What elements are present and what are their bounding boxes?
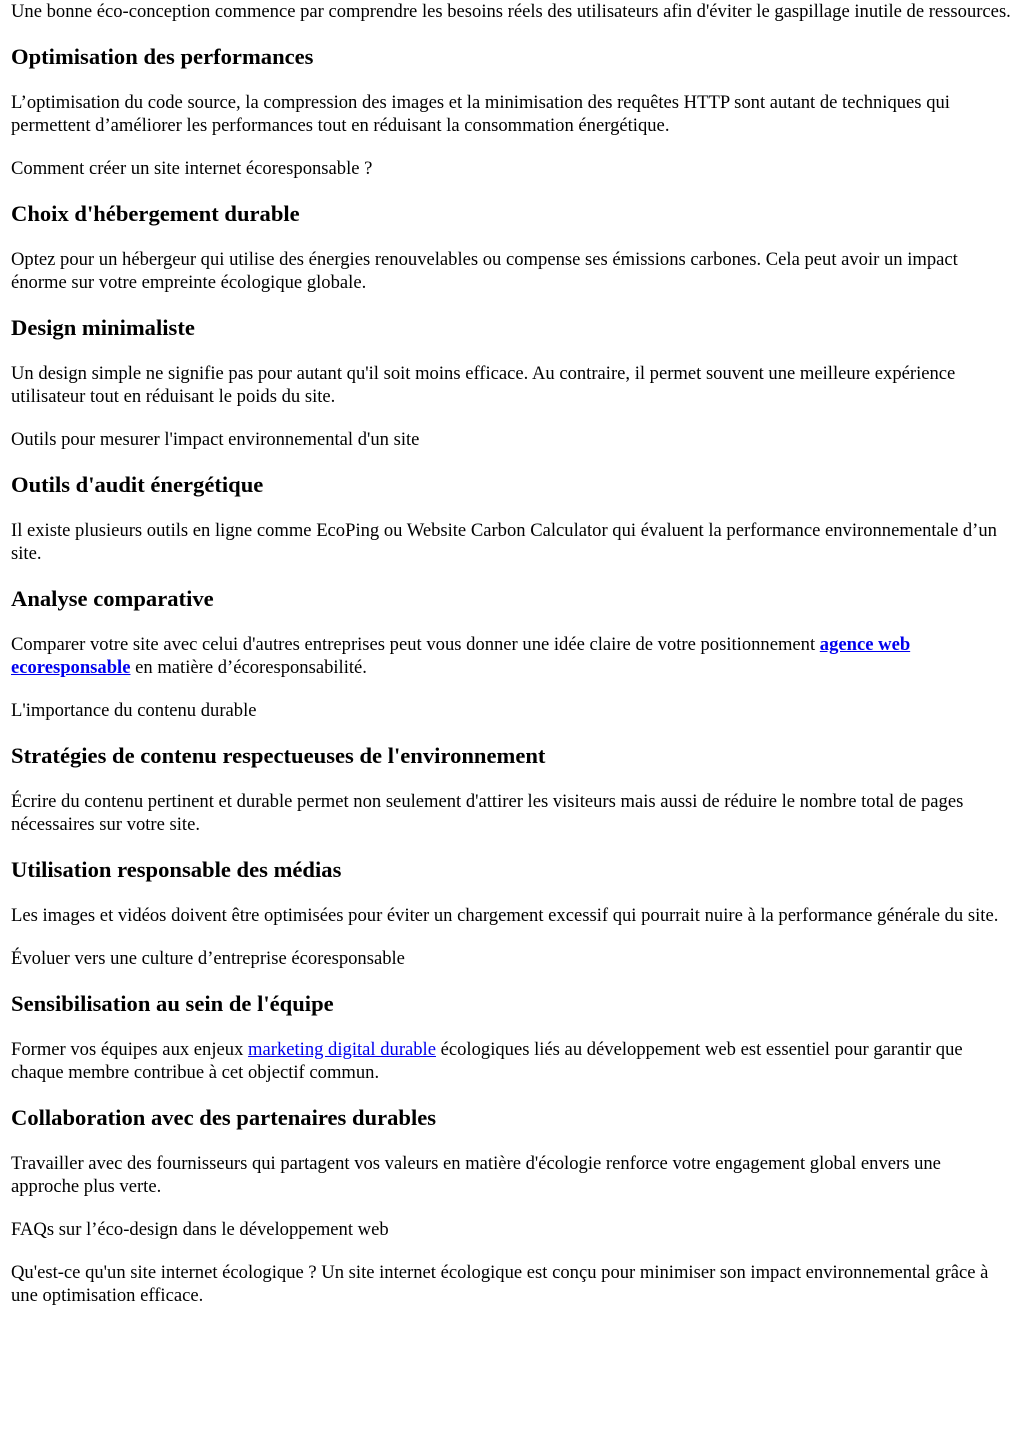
- comparative-paragraph: [11, 633, 1013, 679]
- marketing-digital-link[interactable]: marketing digital durable: [248, 1039, 436, 1060]
- culture-line: Évoluer vers une culture d’entreprise écoresponsable: [11, 948, 405, 969]
- heading-design: Design minimaliste: [11, 315, 195, 340]
- heading-performance: Optimisation des performances: [11, 44, 314, 69]
- comparative-text-before: Comparer votre site avec celui d'autres entreprises peut vous donner une idée claire de votre positionnement: [11, 634, 820, 655]
- tools-line: Outils pour mesurer l'impact environnemental d'un site: [11, 429, 420, 450]
- intro-paragraph: Une bonne éco-conception commence par comprendre les besoins réels des utilisateurs afin d'éviter le gaspillage inutile de ressources.: [11, 1, 1011, 22]
- heading-strategy: Stratégies de contenu respectueuses de l'environnement: [11, 743, 546, 768]
- faq-line: FAQs sur l’éco-design dans le développement web: [11, 1219, 389, 1240]
- agence-web-link[interactable]: agence web ecoresponsable: [11, 634, 911, 678]
- team-text-before: Former vos équipes aux enjeux: [11, 1039, 249, 1060]
- comparative-text-after: en matière d’écoresponsabilité.: [130, 657, 367, 678]
- design-paragraph: Un design simple ne signifie pas pour autant qu'il soit moins efficace. Au contraire, il permet souvent une meilleure expérience utilisateur tout en réduisant le poids du site.: [11, 363, 956, 407]
- create-site-line: Comment créer un site internet écoresponsable ?: [11, 158, 373, 179]
- performance-paragraph: L’optimisation du code source, la compression des images et la minimisation des requêtes HTTP sont autant de techniques qui permettent d’améliorer les performances tout en réduisant la consommation énergétique.: [11, 92, 950, 136]
- media-paragraph: Les images et vidéos doivent être optimisées pour éviter un chargement excessif qui pourrait nuire à la performance générale du site.: [11, 905, 999, 926]
- heading-partners: Collaboration avec des partenaires durables: [11, 1105, 437, 1130]
- heading-audit: Outils d'audit énergétique: [11, 472, 264, 497]
- hosting-paragraph: Optez pour un hébergeur qui utilise des énergies renouvelables ou compense ses émissions carbones. Cela peut avoir un impact énorme sur votre empreinte écologique globale.: [11, 249, 958, 293]
- partners-paragraph: Travailler avec des fournisseurs qui partagent vos valeurs en matière d'écologie renforce votre engagement global envers une approche plus verte.: [11, 1153, 941, 1197]
- team-text-after: écologiques liés au développement web est essentiel pour garantir que chaque membre contribue à cet objectif commun.: [11, 1039, 963, 1083]
- heading-team: Sensibilisation au sein de l'équipe: [11, 991, 334, 1016]
- audit-paragraph: Il existe plusieurs outils en ligne comme EcoPing ou Website Carbon Calculator qui évaluent la performance environnementale d’un site.: [11, 520, 997, 564]
- content-line: L'importance du contenu durable: [11, 700, 257, 721]
- team-paragraph: [11, 1038, 1013, 1084]
- heading-comparative: Analyse comparative: [11, 586, 214, 611]
- heading-hosting: Choix d'hébergement durable: [11, 201, 300, 226]
- faq-paragraph: Qu'est-ce qu'un site internet écologique ? Un site internet écologique est conçu pour minimiser son impact environnemental grâce à une optimisation efficace.: [11, 1262, 989, 1306]
- heading-media: Utilisation responsable des médias: [11, 857, 342, 882]
- strategy-paragraph: Écrire du contenu pertinent et durable permet non seulement d'attirer les visiteurs mais aussi de réduire le nombre total de pages nécessaires sur votre site.: [11, 791, 964, 835]
